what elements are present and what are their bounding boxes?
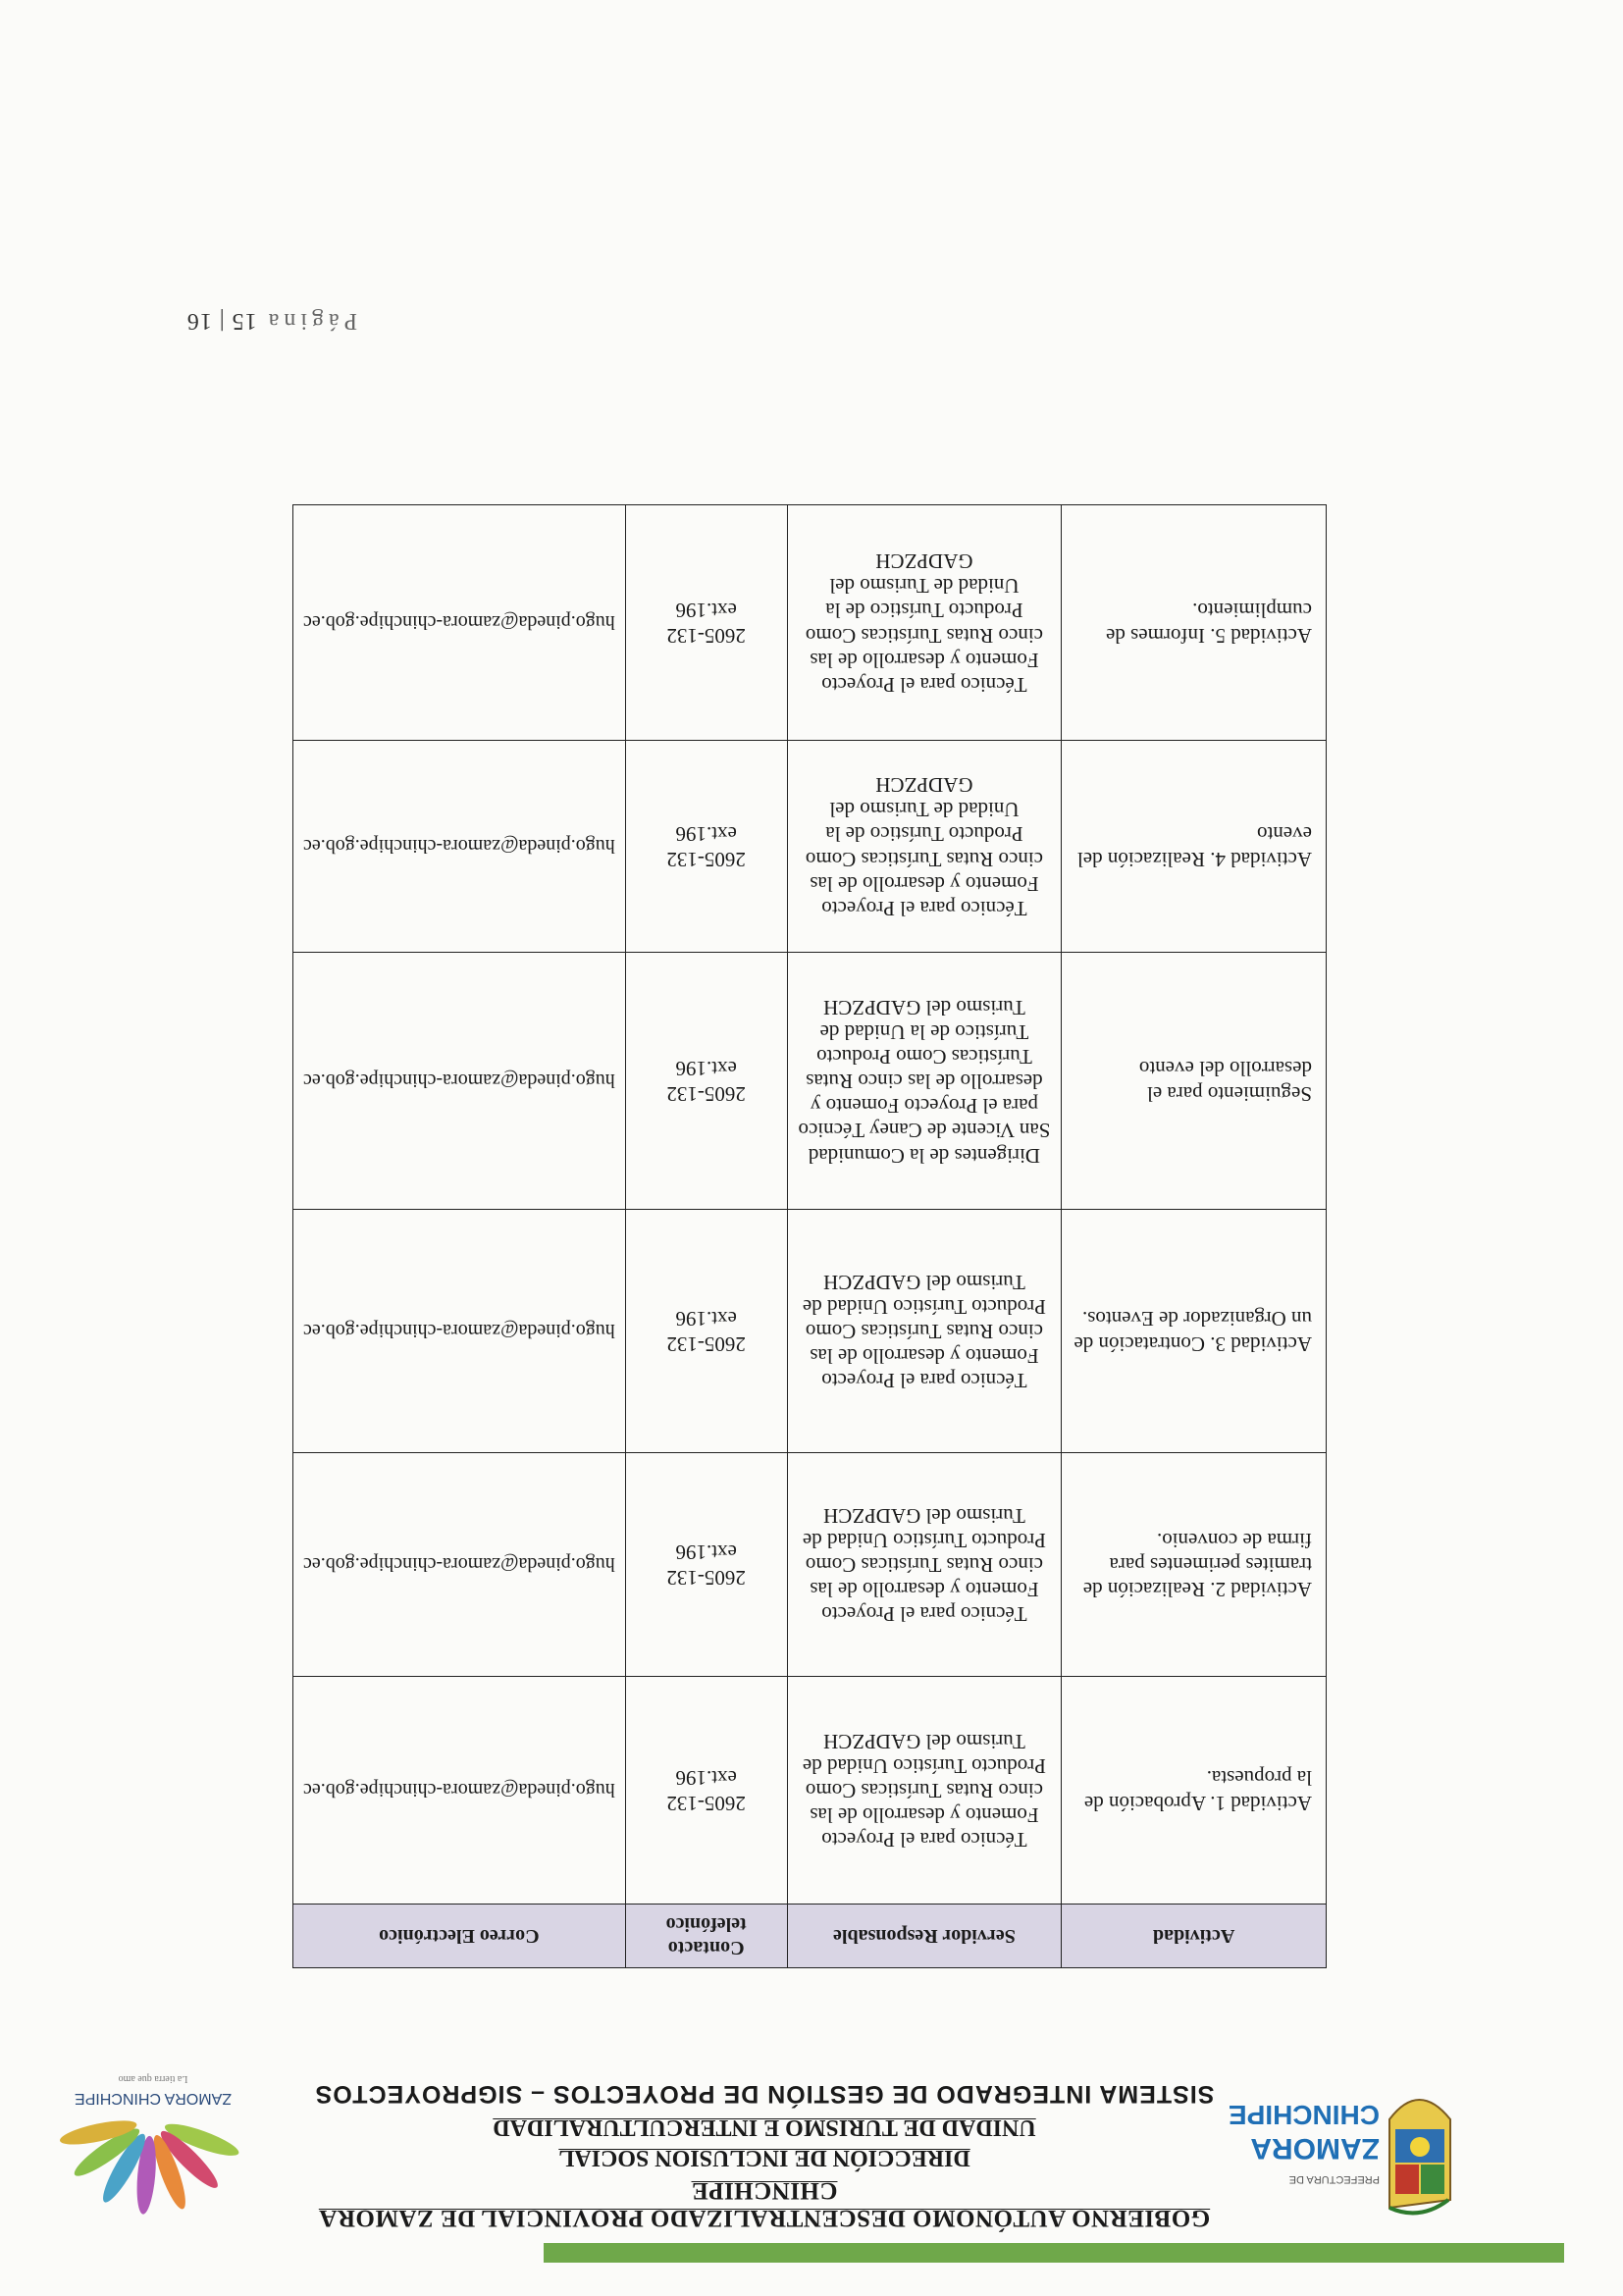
svg-text:La tierra que amo: La tierra que amo bbox=[118, 2073, 188, 2084]
email-cell: hugo.pineda@zamora-chinchipe.gob.ec bbox=[293, 953, 626, 1210]
table-row bbox=[293, 1210, 1327, 1453]
feather-fan-icon bbox=[50, 2062, 251, 2229]
responsible-cell: Técnico para el Proyecto Fomento y desarrollo de las cinco Rutas Turísticas Como Producto Turístico de la Unidad de Turismo del GADPZCH bbox=[787, 741, 1062, 953]
activity-cell: Actividad 1. Aprobación de la propuesta. bbox=[1062, 1677, 1327, 1905]
prefectura-logo bbox=[1228, 2061, 1458, 2218]
responsible-cell: Técnico para el Proyecto Fomento y desarrollo de las cinco Rutas Turísticas Como Producto Turístico Unidad de Turismo del GADPZCH bbox=[787, 1677, 1062, 1905]
zamora-chinchipe-logo bbox=[50, 2062, 251, 2229]
table-row bbox=[293, 741, 1327, 953]
phone-cell: 2605-132 ext.196 bbox=[625, 953, 787, 1210]
responsible-cell: Técnico para el Proyecto Fomento y desarrollo de las cinco Rutas Turísticas Como Producto Turístico de la Unidad de Turismo del GADPZCH bbox=[787, 505, 1062, 741]
activity-cell: Actividad 3. Contratación de un Organizador de Eventos. bbox=[1062, 1210, 1327, 1453]
activities-table bbox=[292, 504, 1327, 1968]
prefectura-shield-icon bbox=[1228, 2061, 1458, 2218]
page-current: 15 bbox=[231, 308, 257, 334]
responsible-cell: Técnico para el Proyecto Fomento y desarrollo de las cinco Rutas Turísticas Como Producto Turístico Unidad de Turismo del GADPZCH bbox=[787, 1453, 1062, 1677]
email-cell: hugo.pineda@zamora-chinchipe.gob.ec bbox=[293, 505, 626, 741]
activity-cell: Actividad 4. Realización del evento bbox=[1062, 741, 1327, 953]
page-total: 16 bbox=[185, 308, 212, 334]
header-activity: Actividad bbox=[1062, 1905, 1327, 1968]
svg-text:PREFECTURA DE: PREFECTURA DE bbox=[1288, 2173, 1380, 2185]
header-government-name: GOBIERNO AUTÓNOMO DESCENTRALIZADO PROVINCIAL DE ZAMORA CHINCHIPE bbox=[318, 2177, 1211, 2231]
email-cell: hugo.pineda@zamora-chinchipe.gob.ec bbox=[293, 1677, 626, 1905]
phone-cell: 2605-132 ext.196 bbox=[625, 741, 787, 953]
page-separator: | bbox=[218, 308, 225, 334]
table-row bbox=[293, 1453, 1327, 1677]
table-row bbox=[293, 1677, 1327, 1905]
activity-cell: Seguimiento para el desarrollo del evento bbox=[1062, 953, 1327, 1210]
phone-cell: 2605-132 ext.196 bbox=[625, 1210, 787, 1453]
header-responsible: Servidor Responsable bbox=[787, 1905, 1062, 1968]
document-header bbox=[269, 2079, 1260, 2231]
header-email: Correo Electrónico bbox=[293, 1905, 626, 1968]
email-cell: hugo.pineda@zamora-chinchipe.gob.ec bbox=[293, 1210, 626, 1453]
phone-cell: 2605-132 ext.196 bbox=[625, 505, 787, 741]
email-cell: hugo.pineda@zamora-chinchipe.gob.ec bbox=[293, 741, 626, 953]
svg-text:CHINCHIPE: CHINCHIPE bbox=[1228, 2100, 1380, 2130]
header-unit: UNIDAD DE TURISMO E INTERCULTURALIDAD bbox=[493, 2114, 1036, 2140]
table-header-row bbox=[293, 1905, 1327, 1968]
table-row bbox=[293, 505, 1327, 741]
header-direction: DIRECCIÓN DE INCLUSION SOCIAL bbox=[558, 2145, 970, 2170]
svg-text:ZAMORA CHINCHIPE: ZAMORA CHINCHIPE bbox=[74, 2090, 233, 2107]
responsible-cell: Dirigentes de la Comunidad San Vicente de Caney Técnico para el Proyecto Fomento y desarrollo de las cinco Rutas Turísticas Como Producto Turístico de la Unidad de Turismo del GADPZCH bbox=[787, 953, 1062, 1210]
page-number bbox=[186, 307, 357, 334]
header-phone: Contacto telefónico bbox=[625, 1905, 787, 1968]
header-system: SISTEMA INTEGRADO DE GESTIÓN DE PROYECTOS – SIGPROYECTOS bbox=[314, 2080, 1215, 2108]
activity-cell: Actividad 2. Realización de tramites perimentes para firma de convenio. bbox=[1062, 1453, 1327, 1677]
table-row bbox=[293, 953, 1327, 1210]
responsible-cell: Técnico para el Proyecto Fomento y desarrollo de las cinco Rutas Turísticas Como Producto Turístico Unidad de Turismo del GADPZCH bbox=[787, 1210, 1062, 1453]
green-header-bar bbox=[544, 2243, 1564, 2263]
page-label: Página bbox=[263, 308, 357, 334]
activity-cell: Actividad 5. Informes de cumplimiento. bbox=[1062, 505, 1327, 741]
svg-text:ZAMORA: ZAMORA bbox=[1250, 2132, 1380, 2165]
phone-cell: 2605-132 ext.196 bbox=[625, 1453, 787, 1677]
phone-cell: 2605-132 ext.196 bbox=[625, 1677, 787, 1905]
email-cell: hugo.pineda@zamora-chinchipe.gob.ec bbox=[293, 1453, 626, 1677]
